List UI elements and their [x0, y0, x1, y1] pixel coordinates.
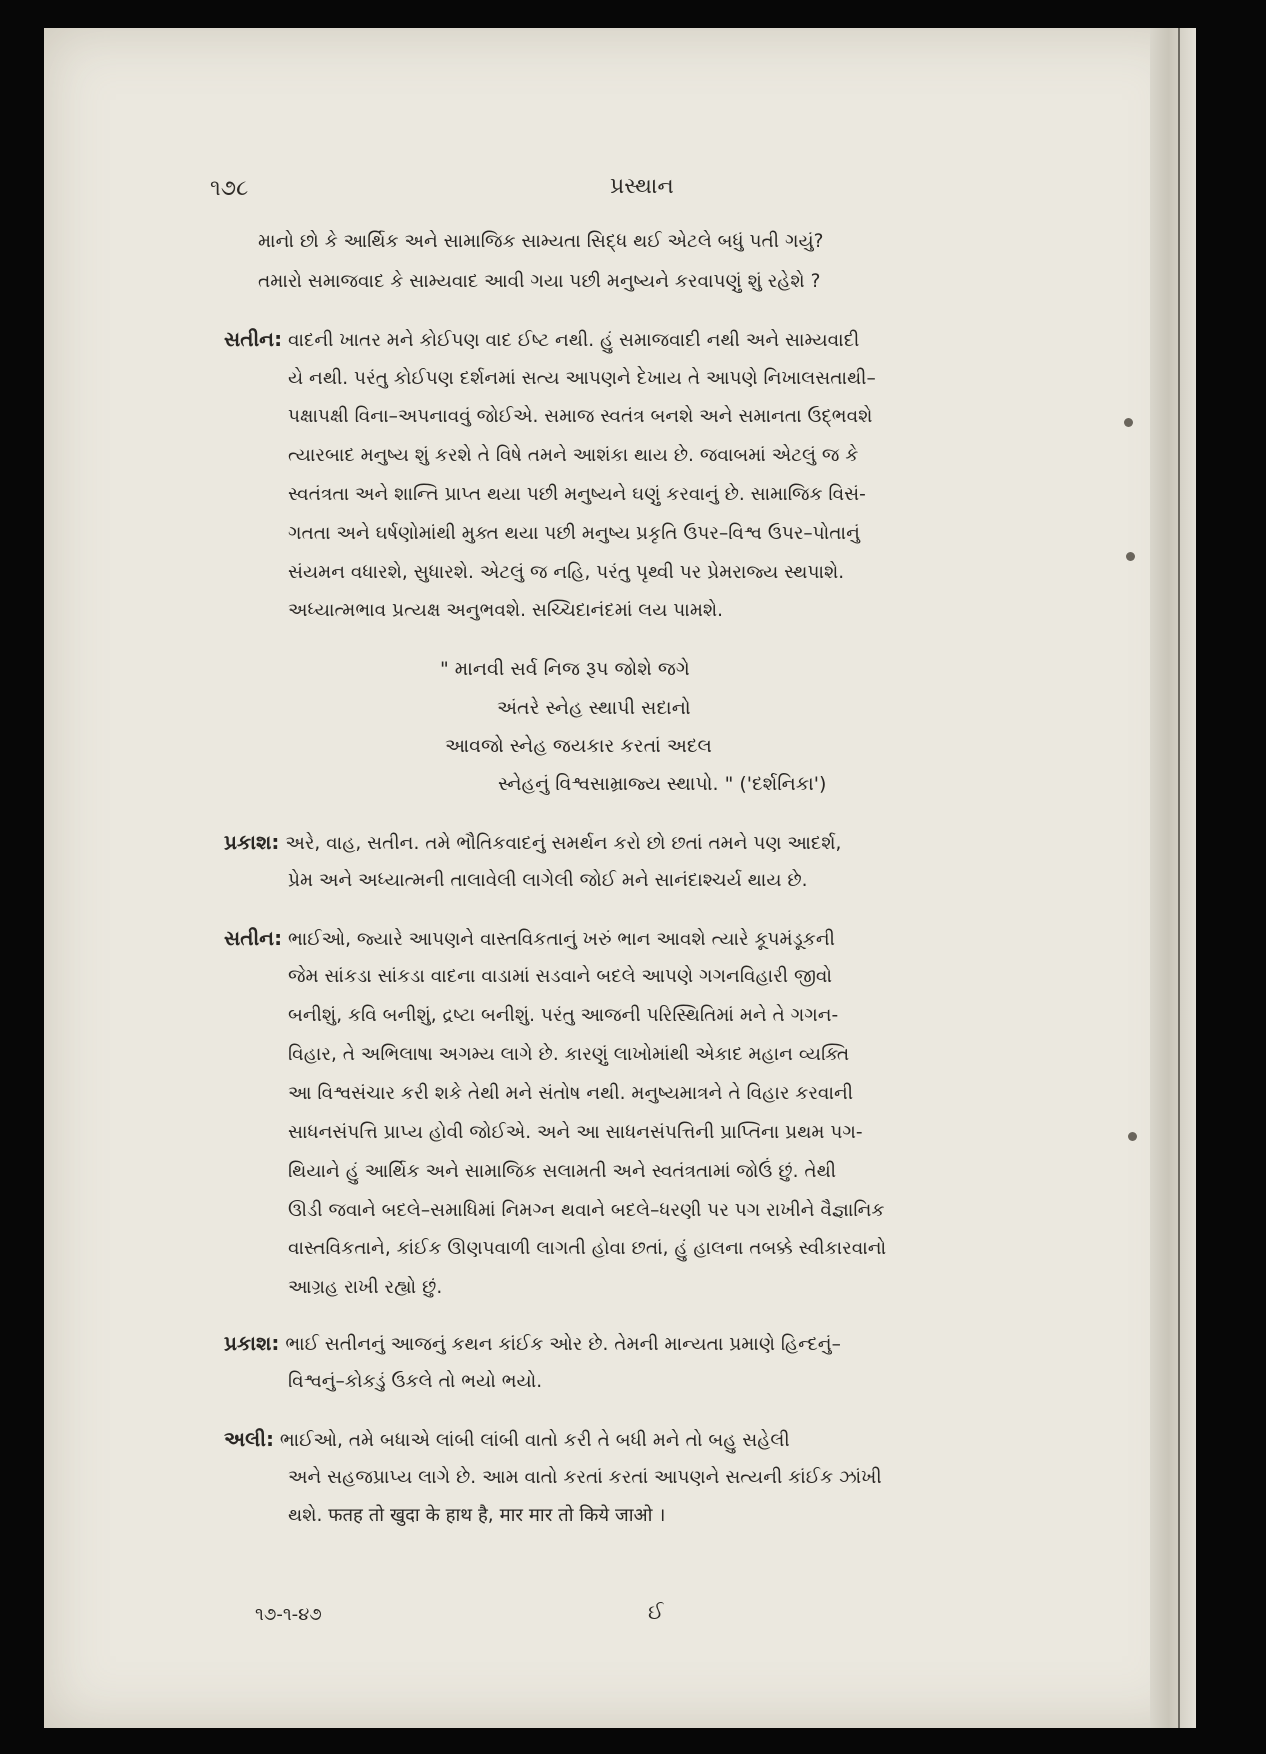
footer-mark: ઈ — [648, 1600, 664, 1624]
text-line: વિશ્વનું–કોકડું ઉકલે તો ભયો ભયો. — [288, 1371, 543, 1392]
text-line: યે નથી. પરંતુ કોઈપણ દર્શનમાં સત્ય આપણને દેખાય તે આપણે નિખાલસતાથી– — [288, 368, 876, 389]
text-line: સંયમન વધારશે, સુધારશે. એટલું જ નહિ, પરંતુ પૃથ્વી પર પ્રેમરાજ્ય સ્થપાશે. — [288, 562, 845, 583]
text-line: અલી: ભાઈઓ, તમે બધાએ લાંબી લાંબી વાતો કરી તે બધી મને તો બહુ સહેલી — [224, 1427, 790, 1451]
text-line: જેમ સાંકડા સાંકડા વાદના વાડામાં સડવાને બદલે આપણે ગગનવિહારી જીવો — [288, 966, 833, 987]
speaker-label: અલી: — [224, 1427, 274, 1451]
text-line: બનીશું, કવિ બનીશું, દ્રષ્ટા બનીશું. પરંતુ આજની પરિસ્થિતિમાં મને તે ગગન- — [288, 1005, 839, 1026]
text-line: વિહાર, તે અભિલાષા અગમ્ય લાગે છે. કારણું લાખોમાંથી એકાદ મહાન વ્યક્તિ — [288, 1044, 850, 1065]
text-line: સાધનસંપત્તિ પ્રાપ્ય હોવી જોઈએ. અને આ સાધનસંપત્તિની પ્રાપ્તિના પ્રથમ પગ- — [288, 1122, 863, 1143]
text-line: થિયાને હું આર્થિક અને સામાજિક સલામતી અને સ્વતંત્રતામાં જોઉં છું. તેથી — [288, 1161, 837, 1182]
speaker-label: પ્રકાશ: — [224, 1331, 280, 1355]
text-line: પક્ષાપક્ષી વિના–અપનાવવું જોઈએ. સમાજ સ્વતંત્ર બનશે અને સમાનતા ઉદ્‌ભવશે — [288, 406, 873, 427]
text-line: અને સહજપ્રાપ્ય લાગે છે. આમ વાતો કરતાં કરતાં આપણને સત્યની કાંઈક ઝાંખી — [288, 1467, 882, 1488]
poem-line: આવજો સ્નેહ જયકાર કરતાં અદલ — [445, 735, 712, 757]
text-line: તમારો સમાજવાદ કે સામ્યવાદ આવી ગયા પછી મનુષ્યને કરવાપણું શું રહેશે ? — [258, 271, 821, 292]
speaker-label: સતીન: — [224, 327, 283, 351]
paper-spot — [1128, 1132, 1137, 1141]
text-line: પ્રકાશ: ભાઈ સતીનનું આજનું કથન કાંઈક ઓર છે. તેમની માન્યતા પ્રમાણે હિન્દનું– — [224, 1331, 841, 1355]
text-line: ઊડી જવાને બદલે–સમાધિમાં નિમગ્ન થવાને બદલે–ધરણી પર પગ રાખીને વૈજ્ઞાનિક — [288, 1200, 885, 1221]
page-edge — [1150, 28, 1196, 1728]
poem-line: સ્નેહનું વિશ્વસામ્રાજ્ય સ્થાપો. " ('દર્શનિકા') — [498, 773, 827, 795]
footer-date: ૧૭-૧-૪૭ — [255, 1604, 322, 1625]
text-line: અધ્યાત્મભાવ પ્રત્યક્ષ અનુભવશે. સચ્ચિદાનંદમાં લય પામશે. — [288, 600, 724, 621]
text-line: સ્વતંત્રતા અને શાન્તિ પ્રાપ્ત થયા પછી મનુષ્યને ઘણું કરવાનું છે. સામાજિક વિસં- — [288, 484, 866, 505]
text-line: થશે. फतह तो खुदा के हाथ है, मार मार तो किये जाओ । — [288, 1505, 666, 1526]
text-line: ત્યારબાદ મનુષ્ય શું કરશે તે વિષે તમને આશંકા થાય છે. જવાબમાં એટલું જ કે — [288, 445, 859, 466]
text-line: વાસ્તવિકતાને, કાંઈક ઊણપવાળી લાગતી હોવા છતાં, હું હાલના તબક્કે સ્વીકારવાનો — [288, 1238, 887, 1259]
text-line: આગ્રહ રાખી રહ્યો છું. — [288, 1277, 443, 1298]
text-line: માનો છો કે આર્થિક અને સામાજિક સામ્યતા સિદ્ધ થઈ એટલે બધું પતી ગયું? — [258, 231, 824, 252]
text-line: પ્રકાશ: અરે, વાહ, સતીન. તમે ભૌતિકવાદનું સમર્થન કરો છો છતાં તમને પણ આદર્શ, — [224, 830, 842, 854]
speaker-label: પ્રકાશ: — [224, 830, 280, 854]
page-number: ૧૭૮ — [210, 176, 249, 201]
poem-line: અંતરે સ્નેહ સ્થાપી સદાનો — [497, 697, 691, 719]
text-line: આ વિશ્વસંચાર કરી શકે તેથી મને સંતોષ નથી. મનુષ્યમાત્રને તે વિહાર કરવાની — [288, 1083, 854, 1104]
text-line: ગતતા અને ઘર્ષણોમાંથી મુક્ત થયા પછી મનુષ્ય પ્રકૃતિ ઉપર–વિશ્વ ઉપર–પોતાનું — [288, 523, 860, 544]
speaker-label: સતીન: — [224, 926, 283, 950]
text-line: પ્રેમ અને અધ્યાત્મની તાલાવેલી લાગેલી જોઈ મને સાનંદાશ્ચર્ય થાય છે. — [288, 870, 808, 891]
running-title: પ્રસ્થાન — [610, 174, 674, 199]
paper-spot — [1124, 418, 1133, 427]
poem-line: " માનવી સર્વ નિજ રૂપ જોશે જગે — [440, 658, 690, 680]
paper-spot — [1126, 552, 1135, 561]
text-line: સતીન: ભાઈઓ, જ્યારે આપણને વાસ્તવિકતાનું ખરું ભાન આવશે ત્યારે કૂપમંડૂકની — [224, 926, 835, 950]
text-line: સતીન: વાદની ખાતર મને કોઈપણ વાદ ઈષ્ટ નથી. હું સમાજવાદી નથી અને સામ્યવાદી — [224, 327, 860, 351]
